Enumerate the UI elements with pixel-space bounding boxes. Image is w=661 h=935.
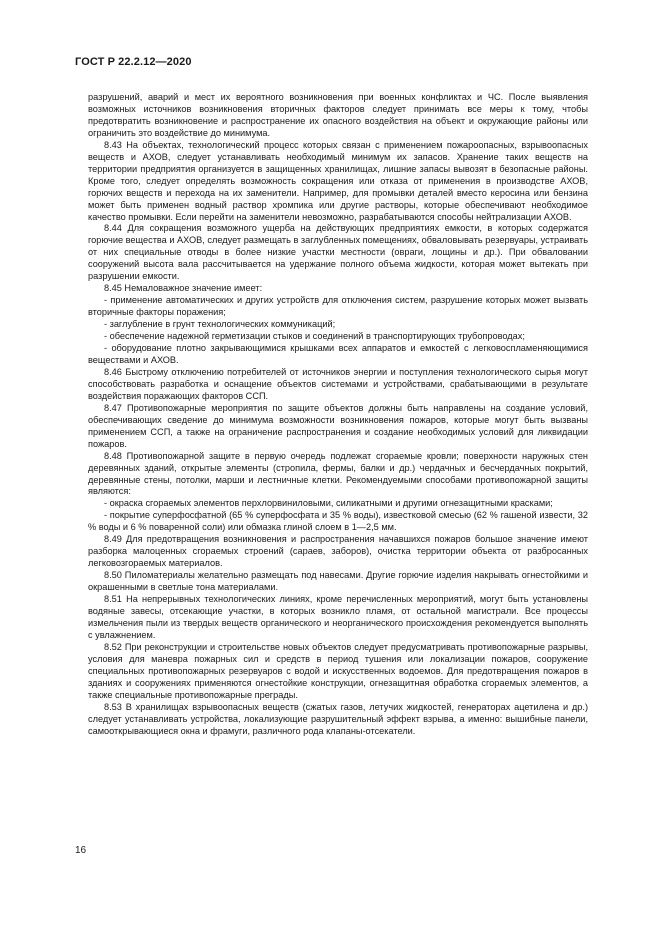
- paragraph-8-47: 8.47 Противопожарные мероприятия по защите объектов должны быть направлены на создание условий, обеспечивающих сведение до минимума возможности возникновения пожаров, которые могут быть вызваны применением ССП, а также на ограничение распространения и создание необходимых условий для ликвидации пожаров.: [88, 402, 588, 449]
- list-item: - покрытие суперфосфатной (65 % суперфосфата и 35 % воды), известковой смесью (62 % гашеной извести, 32 % воды и 6 % поваренной соли) или обмазка глиной слоем в 1—2,5 мм.: [88, 510, 588, 533]
- page-number: 16: [75, 845, 87, 856]
- paragraph-continuation: разрушений, аварий и мест их вероятного возникновения при военных конфликтах и ЧС. После выявления возможных источников возникновения вторичных факторов следует принимать все меры к тому, чтобы предотвратить возникновение и распространение их опасного воздействия на объект и окружающие районы или ограничить это воздействие до минимума.: [88, 92, 588, 138]
- paragraph-8-43: 8.43 На объектах, технологический процесс которых связан с применением пожароопасных, взрывоопасных веществ и АХОВ, следует устанавливать необходимый минимум их запасов. Хранение таких веществ на территории предприятия организуется в защищенных хранилищах, лишние запасы вывозят в безопасные районы. Кроме того, следует определять возможность сокращения или отказа от применения в производстве АХОВ, горючих веществ и перехода на их заменители. Например, для промывки деталей вместо керосина или бензина может быть применен водный раствор хромпика или другие растворы, которые обеспечивают необходимое качество промывки. Если перейти на заменители невозможно, разрабатываются способы нейтрализации АХОВ.: [88, 139, 588, 222]
- list-item: - применение автоматических и других устройств для отключения систем, разрушение которых может вызвать вторичные факторы поражения;: [88, 295, 588, 318]
- list-item: - окраска сгораемых элементов перхлорвиниловыми, силикатными и другими огнезащитными красками;: [104, 498, 553, 509]
- document-header: ГОСТ Р 22.2.12—2020: [75, 56, 192, 68]
- list-item: - оборудование плотно закрывающимися крышками всех аппаратов и емкостей с легковоспламеняющимися веществами и АХОВ.: [88, 343, 588, 365]
- paragraph-8-44: 8.44 Для сокращения возможного ущерба на действующих предприятиях емкости, в которых содержатся горючие вещества и АХОВ, следует размещать в заглубленных помещениях, обваловывать резервуары, устраивать от них специальные отводы в более низкие участки местности (овраги, лощины и др.). При обваловании сооружений высота вала рассчитывается на удержание полного объема жидкости, которая может вытекать при разрушении емкости.: [88, 223, 588, 282]
- paragraph-8-50: 8.50 Пиломатериалы желательно размещать под навесами. Другие горючие изделия накрывать огнестойкими и окрашенными в светлые тона материалами.: [88, 570, 588, 593]
- paragraph-8-48: 8.48 Противопожарной защите в первую очередь подлежат сгораемые кровли; поверхности наружных стен деревянных зданий, открытые элементы (стропила, фермы, балки и др.) чердачных и бесчердачных покрытий, деревянные стены, потолки, марши и лестничные клетки. Рекомендуемыми способами противопожарной защиты являются:: [88, 450, 588, 497]
- list-item: - обеспечение надежной герметизации стыков и соединений в транспортирующих трубопроводах;: [104, 331, 525, 342]
- paragraph-8-53: 8.53 В хранилищах взрывоопасных веществ (сжатых газов, летучих жидкостей, генераторах ацетилена и др.) следует устанавливать устройства, локализующие разрушительный эффект взрыва, а именно: вышибные панели, самооткрывающиеся окна и фрамуги, различного рода клапаны-отсекатели.: [88, 701, 588, 736]
- list-item: - заглубление в грунт технологических коммуникаций;: [104, 319, 336, 330]
- document-body: [88, 92, 588, 737]
- paragraph-8-52: 8.52 При реконструкции и строительстве новых объектов следует предусматривать противопожарные разрывы, условия для маневра пожарных сил и средств в период тушения или локализации пожаров, сооружение специальных противопожарных резервуаров с водой и искусственных водоемов. Для предотвращения пожаров в зданиях и сооружениях применяются огнестойкие конструкции, огнезащитная обработка сгораемых элементов, а также специальные противопожарные преграды.: [88, 641, 588, 700]
- paragraph-8-49: 8.49 Для предотвращения возникновения и распространения начавшихся пожаров большое значение имеют разборка малоценных сгораемых строений (сараев, заборов), очистка территории объекта от разбросанных легковозгораемых материалов.: [88, 534, 588, 569]
- paragraph-8-46: 8.46 Быстрому отключению потребителей от источников энергии и поступления технологического сырья могут способствовать разработка и оснащение объектов системами и устройствами, срабатывающими в результате воздействия поражающих факторов ССП.: [88, 366, 588, 401]
- paragraph-8-45: 8.45 Немаловажное значение имеет:: [104, 283, 263, 294]
- paragraph-8-51: 8.51 На непрерывных технологических линиях, кроме перечисленных мероприятий, могут быть установлены водяные завесы, отсекающие участки, в которых возникло пламя, от остальной магистрали. Все процессы измельчения пыли из твердых веществ органического и неорганического происхождения рекомендуется выполнять с увлажнением.: [88, 594, 588, 640]
